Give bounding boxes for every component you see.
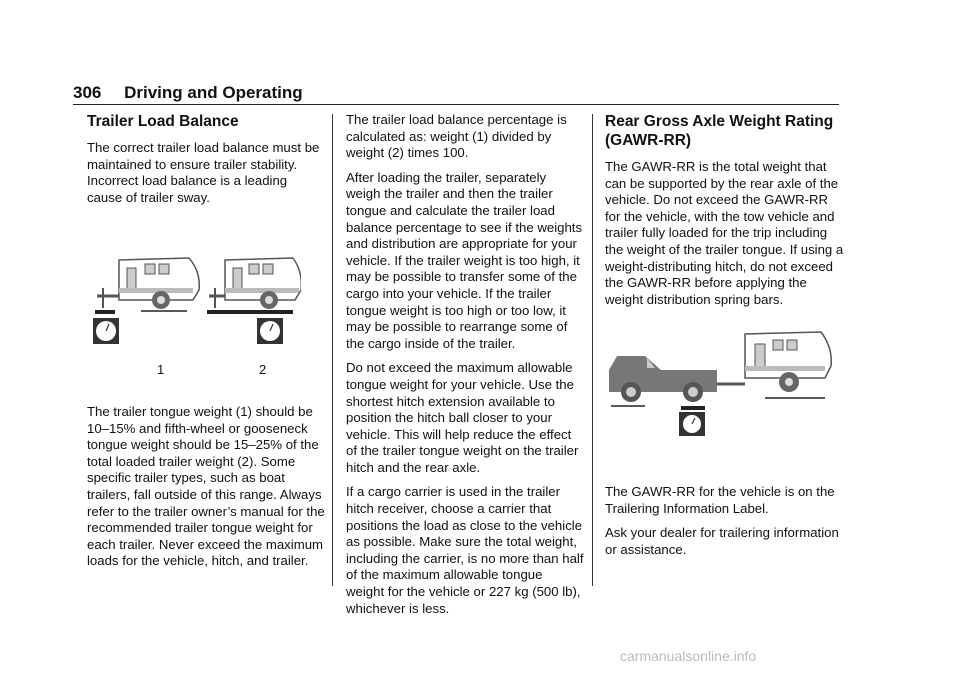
trailer-drawing [717, 332, 831, 398]
trailer-1-drawing [93, 258, 199, 344]
truck-and-trailer-illustration [605, 326, 841, 438]
pickup-truck-drawing [609, 356, 717, 406]
column-divider [592, 114, 593, 586]
paragraph: After loading the trailer, separately weigh the trailer and then the trailer tongue and calculate the trailer load balance percentage to see if the weights and distribution are appropriate for your vehicle. If the trailer weight is too high, it may be possible to transfer some of the cargo into your vehicle. If the trailer tongue weight is too high or too low, it may be possible to rearrange some of the cargo inside of the trailer. [346, 169, 583, 351]
column-3-lower [605, 484, 845, 566]
column-1 [87, 112, 325, 214]
watermark: carmanualsonline.info [620, 648, 757, 664]
column-3 [605, 112, 845, 316]
heading-gawr-rr: Rear Gross Axle Weight Rating (GAWR-RR) [605, 113, 834, 149]
trailer-tongue-weight-illustration [89, 248, 301, 380]
column-1-lower [87, 404, 325, 578]
paragraph: The GAWR-RR for the vehicle is on the Trailering Information Label. [605, 484, 835, 516]
paragraph: Ask your dealer for trailering information or assistance. [605, 525, 839, 557]
paragraph: The correct trailer load balance must be maintained to ensure trailer stability. Incorrect load balance is a leading cause of trailer sway. [87, 140, 320, 205]
page-number: 306 [73, 83, 102, 102]
figure-label-2: 2 [259, 362, 267, 377]
scale-drawing [679, 406, 705, 436]
paragraph: Do not exceed the maximum allowable tongue weight for your vehicle. Use the shortest hitch extension available to position the hitch ball closer to your vehicle. This will help reduce the effect of the trailer tongue weight on the trailer hitch and the rear axle. [346, 360, 579, 475]
paragraph: If a cargo carrier is used in the trailer hitch receiver, choose a carrier that positions the load as close to the vehicle as possible. Make sure the total weight, including the carrier, is no more than half of the maximum allowable tongue weight for the vehicle or 227 kg (500 lb), whichever is less. [346, 484, 584, 616]
paragraph: The trailer load balance percentage is calculated as: weight (1) divided by weight (2) times 100. [346, 112, 567, 161]
paragraph: The GAWR-RR is the total weight that can be supported by the rear axle of the vehicle. Do not exceed the GAWR-RR for the vehicle, with the tow vehicle and trailer fully loaded for the trip including the weight of the trailer tongue. If using a weight-distributing hitch, do not exceed the GAWR-RR before applying the weight distribution spring bars. [605, 159, 844, 307]
figure-label-1: 1 [157, 362, 165, 377]
column-2 [346, 112, 584, 625]
paragraph: The trailer tongue weight (1) should be 10–15% and fifth-wheel or gooseneck tongue weight should be 15–25% of the total loaded trailer weight (2). Some specific trailer types, such as boat trailers, fall outside of this range. Always refer to the trailer owner’s manual for the recommended trailer tongue weight for each trailer. Never exceed the maximum loads for the vehicle, hitch, and trailer. [87, 404, 325, 569]
section-title: Driving and Operating [124, 83, 303, 102]
heading-trailer-load-balance: Trailer Load Balance [87, 113, 239, 130]
page-header [73, 82, 839, 105]
column-divider [332, 114, 333, 586]
trailer-2-drawing [207, 258, 301, 344]
